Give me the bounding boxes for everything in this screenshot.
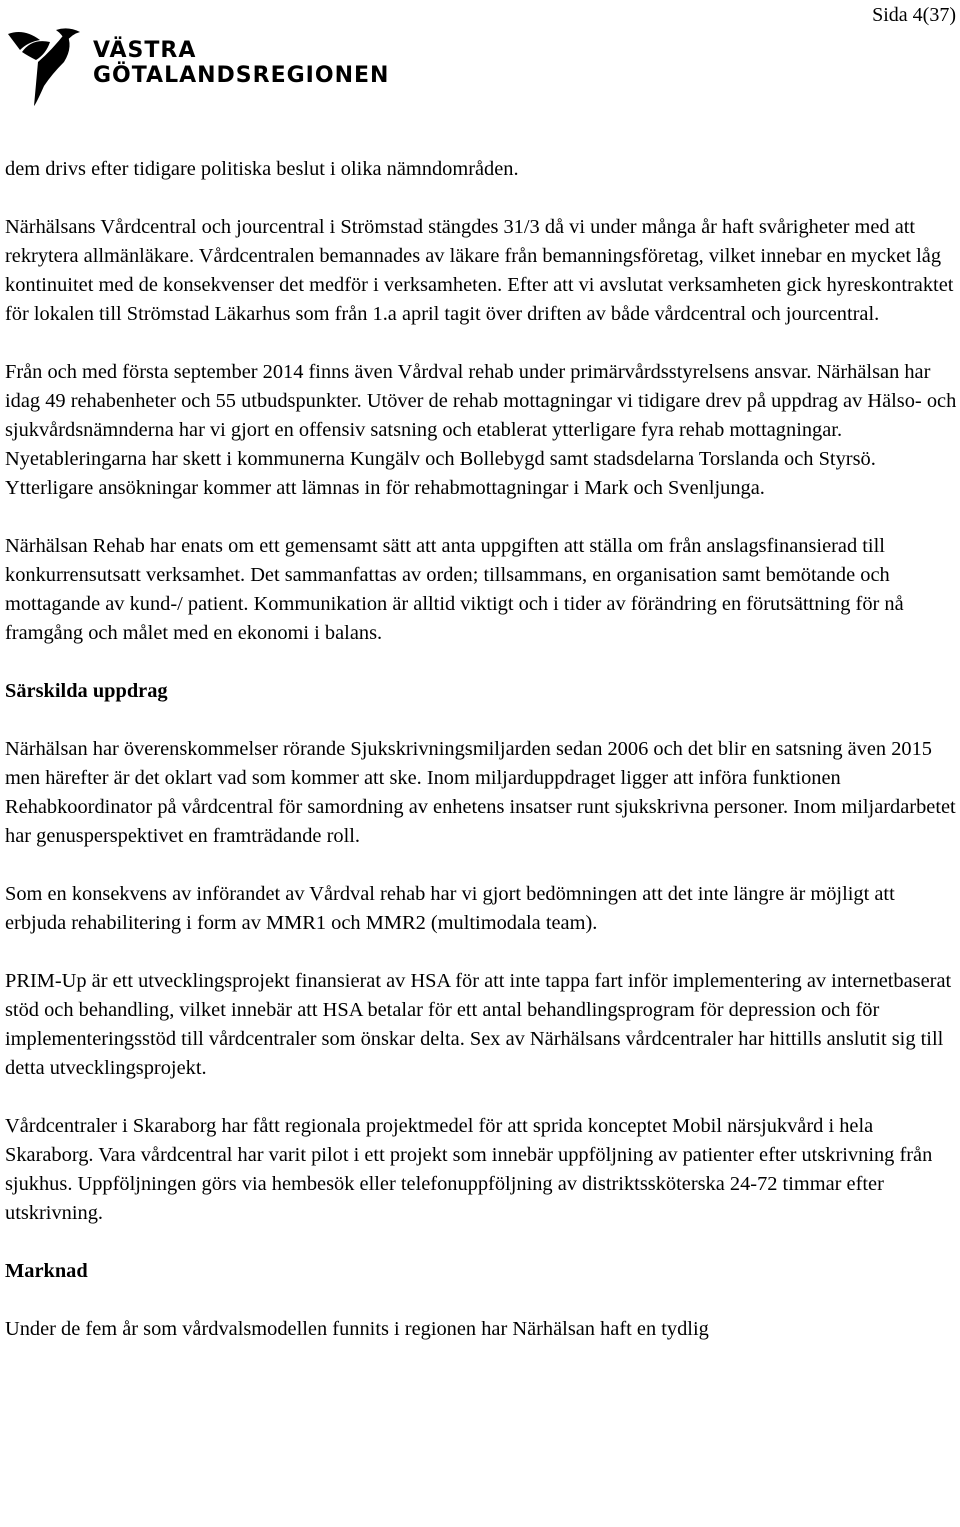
- logo-text-line1: VÄSTRA: [93, 38, 197, 63]
- vgr-emblem-icon: [6, 24, 90, 106]
- paragraph: Från och med första september 2014 finns även Vårdval rehab under primärvårdsstyrelsens ansvar. Närhälsan har idag 49 rehabenheter och 55 utbudspunkter. Utöver de rehab mottagningar vi tidigare drev på uppdrag av Hälso- och sjukvårdsnämnderna har vi gjort en offensiv satsning och etablerat ytterligare fyra rehab mottagningar. Nyetableringarna har skett i kommunerna Kungälv och Bollebygd samt stadsdelarna Torslanda och Styrsö. Ytterligare ansökningar kommer att lämnas in för rehabmottagningar i Mark och Svenljunga.: [5, 361, 957, 499]
- paragraph: Närhälsan har överenskommelser rörande Sjukskrivningsmiljarden sedan 2006 och det blir en satsning även 2015 men härefter är det oklart vad som kommer att ske. Inom miljarduppdraget ligger att införa funktionen Rehabkoordinator på vårdcentral för samordning av enhetens insatser runt sjukskrivna personer. Inom miljardarbetet har genusperspektivet en framträdande roll.: [5, 738, 956, 847]
- document-body: [5, 155, 960, 1373]
- logo-text-line2: GÖTALANDSREGIONEN: [93, 63, 390, 88]
- paragraph: Närhälsans Vårdcentral och jourcentral i Strömstad stängdes 31/3 då vi under många år haft svårigheter med att rekrytera allmänläkare. Vårdcentralen bemannades av läkare från bemanningsföretag, vilket innebar en mycket låg kontinuitet med de konsekvenser det medför i verksamheten. Efter att vi avslutat verksamheten gick hyreskontraktet för lokalen till Strömstad Läkarhus som från 1.a april tagit över driften av både vårdcentral och jourcentral.: [5, 216, 954, 325]
- paragraph: dem drivs efter tidigare politiska beslut i olika nämndområden.: [5, 158, 519, 180]
- paragraph: Som en konsekvens av införandet av Vårdval rehab har vi gjort bedömningen att det inte längre är möjligt att erbjuda rehabilitering i form av MMR1 och MMR2 (multimodala team).: [5, 883, 895, 934]
- section-heading: Marknad: [5, 1260, 88, 1282]
- paragraph: Närhälsan Rehab har enats om ett gemensamt sätt att anta uppgiften att ställa om från anslagsfinansierad till konkurrensutsatt verksamhet. Det sammanfattas av orden; tillsammans, en organisation samt bemötande och mottagande av kund-/ patient. Kommunikation är alltid viktigt och i tider av förändring en förutsättning för nå framgång och målet med en ekonomi i balans.: [5, 535, 904, 644]
- paragraph: Vårdcentraler i Skaraborg har fått regionala projektmedel för att sprida konceptet Mobil närsjukvård i hela Skaraborg. Vara vårdcentral har varit pilot i ett projekt som innebär uppföljning av patienter efter utskrivning från sjukhus. Uppföljningen görs via hembesök eller telefonuppföljning av distriktssköterska 24-72 timmar efter utskrivning.: [5, 1115, 933, 1224]
- paragraph: PRIM-Up är ett utvecklingsprojekt finansierat av HSA för att inte tappa fart inför implementering av internetbaserat stöd och behandling, vilket innebär att HSA betalar för ett antal behandlingsprogram för depression och för implementeringsstöd till vårdcentraler som önskar delta. Sex av Närhälsans vårdcentraler har hittills anslutit sig till detta utvecklingsprojekt.: [5, 970, 952, 1079]
- vgr-logo: [6, 24, 396, 106]
- section-heading: Särskilda uppdrag: [5, 680, 168, 702]
- page-number: Sida 4(37): [872, 4, 956, 26]
- paragraph: Under de fem år som vårdvalsmodellen funnits i regionen har Närhälsan haft en tydlig: [5, 1318, 709, 1340]
